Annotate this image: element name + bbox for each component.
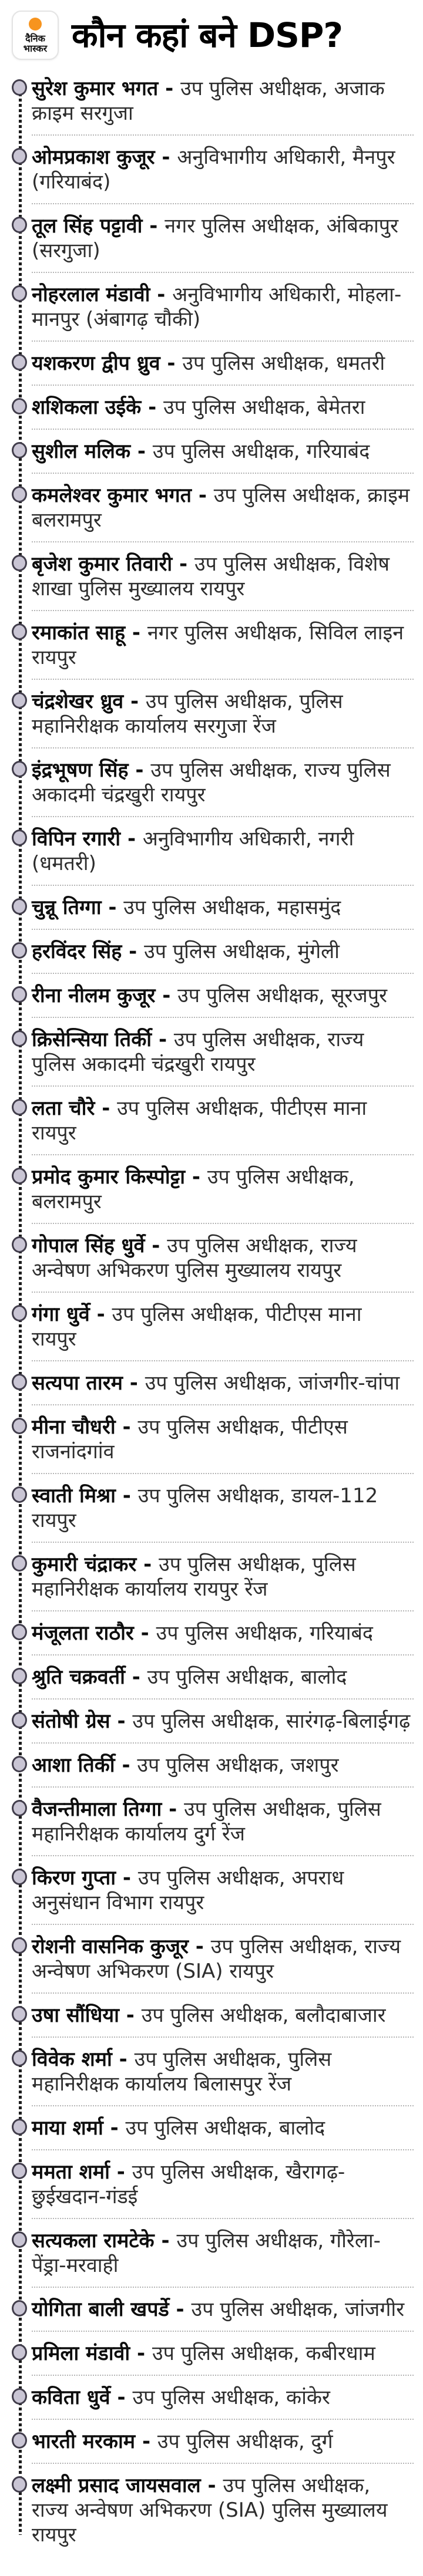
- officer-posting: उप पुलिस अधीक्षक, मुंगेली: [144, 940, 340, 963]
- timeline-bullet-icon: [12, 1099, 27, 1115]
- officer-posting: उप पुलिस अधीक्षक, गरियाबंद: [152, 440, 370, 463]
- officer-name: स्वाती मिश्रा -: [32, 1484, 138, 1508]
- officer-name: प्रमिला मंडावी -: [32, 2342, 153, 2365]
- officer-name: हरविंदर सिंह -: [32, 940, 145, 963]
- officer-name: श्रुति चक्रवर्ती -: [32, 1665, 147, 1689]
- officer-name: सुरेश कुमार भगत -: [32, 77, 181, 100]
- timeline-bullet-icon: [12, 1937, 27, 1954]
- officer-name: रमाकांत साहू -: [32, 621, 147, 645]
- officer-name: गोपाल सिंह धुर्वे -: [32, 1234, 167, 1257]
- list-item: [32, 1698, 414, 1742]
- officer-posting: उप पुलिस अधीक्षक, जशपुर: [137, 1754, 339, 1777]
- officer-posting: उप पुलिस अधीक्षक, बेमेतरा: [163, 396, 365, 419]
- list-item: [32, 1292, 414, 1360]
- timeline-bullet-icon: [12, 1030, 27, 1047]
- officer-posting: उप पुलिस अधीक्षक, पीटीएस माना रायपुर: [32, 1303, 362, 1351]
- timeline-bullet-icon: [12, 148, 27, 164]
- dsp-postings-list: [0, 75, 423, 2576]
- officer-posting: उप पुलिस अधीक्षक, राज्य पुलिस अकादमी चंद्रखुरी रायपुर: [32, 1028, 364, 1076]
- officer-name: कुमारी चंद्राकर -: [32, 1553, 159, 1576]
- list-item: [32, 1404, 414, 1473]
- officer-name: रीना नीलम कुजूर -: [32, 984, 178, 1007]
- timeline-bullet-icon: [12, 1236, 27, 1253]
- officer-name: लता चौरे -: [32, 1097, 118, 1120]
- timeline-bullet-icon: [12, 623, 27, 640]
- list-item: [32, 610, 414, 679]
- officer-name: कमलेश्वर कुमार भगत -: [32, 484, 214, 507]
- officer-posting: उप पुलिस अधीक्षक, बलरामपुर: [32, 1165, 355, 1213]
- timeline-bullet-icon: [12, 285, 27, 302]
- list-item: [32, 1017, 414, 1085]
- officer-name: कविता धुर्वे -: [32, 2386, 133, 2409]
- list-item: [32, 1924, 414, 1992]
- officer-posting: उप पुलिस अधीक्षक, राज्य अन्वेषण अभिकरण (SIA) पुलिस मुख्यालय रायपुर: [32, 2474, 388, 2547]
- timeline-bullet-icon: [12, 942, 27, 959]
- officer-posting: उप पुलिस अधीक्षक, महासमुंद: [123, 896, 341, 919]
- officer-posting: उप पुलिस अधीक्षक, धमतरी: [182, 352, 385, 375]
- list-item: [32, 1154, 414, 1223]
- list-item: [32, 679, 414, 747]
- list-item: [32, 203, 414, 272]
- officer-name: ममता शर्मा -: [32, 2160, 132, 2184]
- list-item: [32, 2463, 414, 2556]
- officer-posting: उप पुलिस अधीक्षक, जांजगीर: [191, 2298, 405, 2321]
- officer-posting: नगर पुलिस अधीक्षक, अंबिकापुर (सरगुजा): [32, 214, 399, 262]
- officer-posting: अनुविभागीय अधिकारी, मोहला-मानपुर (अंबागढ़ चौकी): [32, 283, 402, 331]
- officer-posting: उप पुलिस अधीक्षक, पीटीएस राजनांदगांव: [32, 1415, 348, 1464]
- timeline-bullet-icon: [12, 1800, 27, 1816]
- logo-text-line2: भास्कर: [23, 42, 48, 54]
- officer-name: इंद्रभूषण सिंह -: [32, 758, 151, 782]
- officer-posting: उप पुलिस अधीक्षक, खैरागढ़-छुईखदान-गंडई: [32, 2160, 345, 2209]
- officer-posting: उप पुलिस अधीक्षक, पुलिस महानिरीक्षक कार्यालय बिलासपुर रेंज: [32, 2048, 332, 2096]
- officer-name: माया शर्मा -: [32, 2116, 126, 2140]
- logo-text-line1: दैनिक: [25, 32, 45, 44]
- list-item: [32, 1742, 414, 1786]
- timeline-bullet-icon: [12, 986, 27, 1003]
- officer-name: गंगा धुर्वे -: [32, 1303, 112, 1326]
- logo-orange-dot-icon: [29, 18, 42, 31]
- list-item: [32, 2149, 414, 2218]
- timeline-bullet-icon: [12, 217, 27, 233]
- officer-name: विपिन रगारी -: [32, 827, 143, 851]
- list-item: [32, 2105, 414, 2149]
- timeline-bullet-icon: [12, 2432, 27, 2449]
- officer-name: संतोषी ग्रेस -: [32, 1710, 133, 1733]
- officer-posting: उप पुलिस अधीक्षक, कांकेर: [132, 2386, 330, 2409]
- officer-posting: उप पुलिस अधीक्षक, पुलिस महानिरीक्षक कार्यालय रायपुर रेंज: [32, 1553, 356, 1601]
- timeline-bullet-icon: [12, 1418, 27, 1434]
- page-title: कौन कहां बने DSP?: [72, 15, 343, 55]
- officer-name: तूल सिंह पट्टावी -: [32, 214, 165, 238]
- timeline-bullet-icon: [12, 1305, 27, 1321]
- timeline-bullet-icon: [12, 1668, 27, 1684]
- officer-posting: उप पुलिस अधीक्षक, राज्य अन्वेषण अभिकरण (SIA) रायपुर: [32, 1935, 401, 1983]
- timeline-bullet-icon: [12, 692, 27, 709]
- list-item: [32, 1610, 414, 1654]
- list-item: [32, 1473, 414, 1542]
- list-item: [32, 1786, 414, 1855]
- timeline-bullet-icon: [12, 79, 27, 96]
- officer-posting: उप पुलिस अधीक्षक, सारंगढ़-बिलाईगढ़: [132, 1710, 411, 1733]
- officer-name: वैजन्तीमाला तिग्गा -: [32, 1798, 184, 1821]
- list-item: [32, 2036, 414, 2105]
- officer-name: आशा तिर्की -: [32, 1754, 137, 1777]
- header: [0, 0, 423, 75]
- timeline-bullet-icon: [12, 898, 27, 915]
- timeline-bullet-icon: [12, 1555, 27, 1572]
- list-item: [32, 1360, 414, 1404]
- officer-posting: उप पुलिस अधीक्षक, पुलिस महानिरीक्षक कार्यालय दुर्ग रेंज: [32, 1798, 381, 1846]
- timeline-bullet-icon: [12, 2231, 27, 2248]
- timeline-bullet-icon: [12, 1712, 27, 1728]
- list-item: [32, 340, 414, 385]
- officer-posting: उप पुलिस अधीक्षक, क्राइम बलरामपुर: [32, 484, 410, 532]
- list-item: [32, 2218, 414, 2287]
- officer-posting: उप पुलिस अधीक्षक, गौरेला-पेंड्रा-मरवाही: [32, 2229, 381, 2277]
- officer-posting: उप पुलिस अधीक्षक, कबीरधाम: [152, 2342, 375, 2365]
- list-item: [32, 885, 414, 929]
- list-item: [32, 134, 414, 203]
- officer-posting: नगर पुलिस अधीक्षक, सिविल लाइन रायपुर: [32, 621, 404, 669]
- officer-posting: अनुविभागीय अधिकारी, नगरी (धमतरी): [32, 827, 354, 875]
- officer-name: ओमप्रकाश कुजूर -: [32, 146, 177, 169]
- officer-posting: उप पुलिस अधीक्षक, जांजगीर-चांपा: [145, 1371, 400, 1395]
- officer-name: सत्यपा तारम -: [32, 1371, 145, 1395]
- officer-name: क्रिसेन्सिया तिर्की -: [32, 1028, 174, 1051]
- list-item: [32, 473, 414, 541]
- list-item: [32, 747, 414, 816]
- officer-posting: उप पुलिस अधीक्षक, दुर्ग: [157, 2430, 333, 2453]
- list-item: [32, 1855, 414, 1924]
- timeline-bullet-icon: [12, 2119, 27, 2135]
- officer-name: रोशनी वासनिक कुजूर -: [32, 1935, 211, 1958]
- list-item: [32, 1542, 414, 1610]
- timeline-bullet-icon: [12, 2050, 27, 2066]
- list-item: [32, 973, 414, 1017]
- list-item: [32, 75, 414, 134]
- officer-name: चंद्रशेखर ध्रुव -: [32, 690, 146, 713]
- timeline-bullet-icon: [12, 1486, 27, 1503]
- timeline-bullet-icon: [12, 830, 27, 846]
- officer-name: विवेक शर्मा -: [32, 2048, 135, 2071]
- officer-name: यशकरण द्वीप ध्रुव -: [32, 352, 183, 375]
- timeline-bullet-icon: [12, 2006, 27, 2022]
- list-item: [32, 2331, 414, 2375]
- officer-name: शशिकला उईके -: [32, 396, 164, 419]
- officer-posting: उप पुलिस अधीक्षक, डायल-112 रायपुर: [32, 1484, 378, 1532]
- officer-name: योगिता बाली खपर्डे -: [32, 2298, 192, 2321]
- officer-posting: उप पुलिस अधीक्षक, राज्य अन्वेषण अभिकरण पुलिस मुख्यालय रायपुर: [32, 1234, 357, 1282]
- officer-name: मंजूलता राठौर -: [32, 1621, 156, 1645]
- timeline-bullet-icon: [12, 398, 27, 414]
- list-item: [32, 385, 414, 429]
- officer-posting: उप पुलिस अधीक्षक, गरियाबंद: [156, 1621, 373, 1645]
- officer-name: बृजेश कुमार तिवारी -: [32, 552, 194, 576]
- officer-posting: उप पुलिस अधीक्षक, सूरजपुर: [177, 984, 388, 1007]
- timeline-bullet-icon: [12, 2300, 27, 2317]
- timeline-bullet-icon: [12, 1168, 27, 1184]
- officer-posting: उप पुलिस अधीक्षक, विशेष शाखा पुलिस मुख्यालय रायपुर: [32, 552, 390, 601]
- timeline-bullet-icon: [12, 2476, 27, 2493]
- list-item: [32, 2287, 414, 2331]
- timeline-bullet-icon: [12, 1869, 27, 1885]
- list-item: [32, 816, 414, 885]
- officer-name: भारती मरकाम -: [32, 2430, 157, 2453]
- officer-posting: उप पुलिस अधीक्षक, बलौदाबाजार: [141, 2004, 386, 2027]
- timeline-bullet-icon: [12, 442, 27, 458]
- officer-posting: अनुविभागीय अधिकारी, मैनपुर (गरियाबंद): [32, 146, 395, 194]
- officer-name: सत्यकला रामटेके -: [32, 2229, 177, 2253]
- officer-posting: उप पुलिस अधीक्षक, बालोद: [147, 1665, 347, 1689]
- timeline-bullet-icon: [12, 2344, 27, 2361]
- list-item: [32, 2419, 414, 2463]
- list-item: [32, 272, 414, 340]
- list-item: [32, 429, 414, 473]
- timeline-bullet-icon: [12, 1374, 27, 1390]
- officer-name: सुशील मलिक -: [32, 440, 153, 463]
- list-item: [32, 1654, 414, 1698]
- officer-name: नोहरलाल मंडावी -: [32, 283, 173, 306]
- timeline-bullet-icon: [12, 2388, 27, 2405]
- officer-name: चुन्नू तिग्गा -: [32, 896, 124, 919]
- officer-posting: उप पुलिस अधीक्षक, अजाक क्राइम सरगुजा: [32, 77, 385, 125]
- officer-posting: उप पुलिस अधीक्षक, पीटीएस माना रायपुर: [32, 1097, 367, 1145]
- officer-name: उषा सौंधिया -: [32, 2004, 142, 2027]
- timeline-bullet-icon: [12, 555, 27, 571]
- timeline-bullet-icon: [12, 1756, 27, 1772]
- list-item: [32, 541, 414, 610]
- list-item: [32, 929, 414, 973]
- list-item: [32, 1085, 414, 1154]
- officer-posting: उप पुलिस अधीक्षक, अपराध अनुसंधान विभाग रायपुर: [32, 1866, 344, 1914]
- officer-name: मीना चौधरी -: [32, 1415, 138, 1439]
- list-item: [32, 1223, 414, 1292]
- timeline-bullet-icon: [12, 486, 27, 503]
- officer-name: प्रमोद कुमार किस्पोट्टा -: [32, 1165, 207, 1189]
- officer-name: किरण गुप्ता -: [32, 1866, 138, 1890]
- officer-name: लक्ष्मी प्रसाद जायसवाल -: [32, 2474, 223, 2497]
- list-item: [32, 2375, 414, 2419]
- officer-posting: उप पुलिस अधीक्षक, पुलिस महानिरीक्षक कार्यालय सरगुजा रेंज: [32, 690, 343, 738]
- timeline-bullet-icon: [12, 354, 27, 370]
- timeline-bullet-icon: [12, 761, 27, 777]
- timeline-bullet-icon: [12, 2163, 27, 2179]
- list-item: [32, 1992, 414, 2036]
- officer-posting: उप पुलिस अधीक्षक, राज्य पुलिस अकादमी चंद्रखुरी रायपुर: [32, 758, 391, 807]
- officer-posting: उप पुलिस अधीक्षक, बालोद: [125, 2116, 325, 2140]
- dainik-bhaskar-logo: [12, 11, 59, 60]
- timeline-bullet-icon: [12, 1624, 27, 1640]
